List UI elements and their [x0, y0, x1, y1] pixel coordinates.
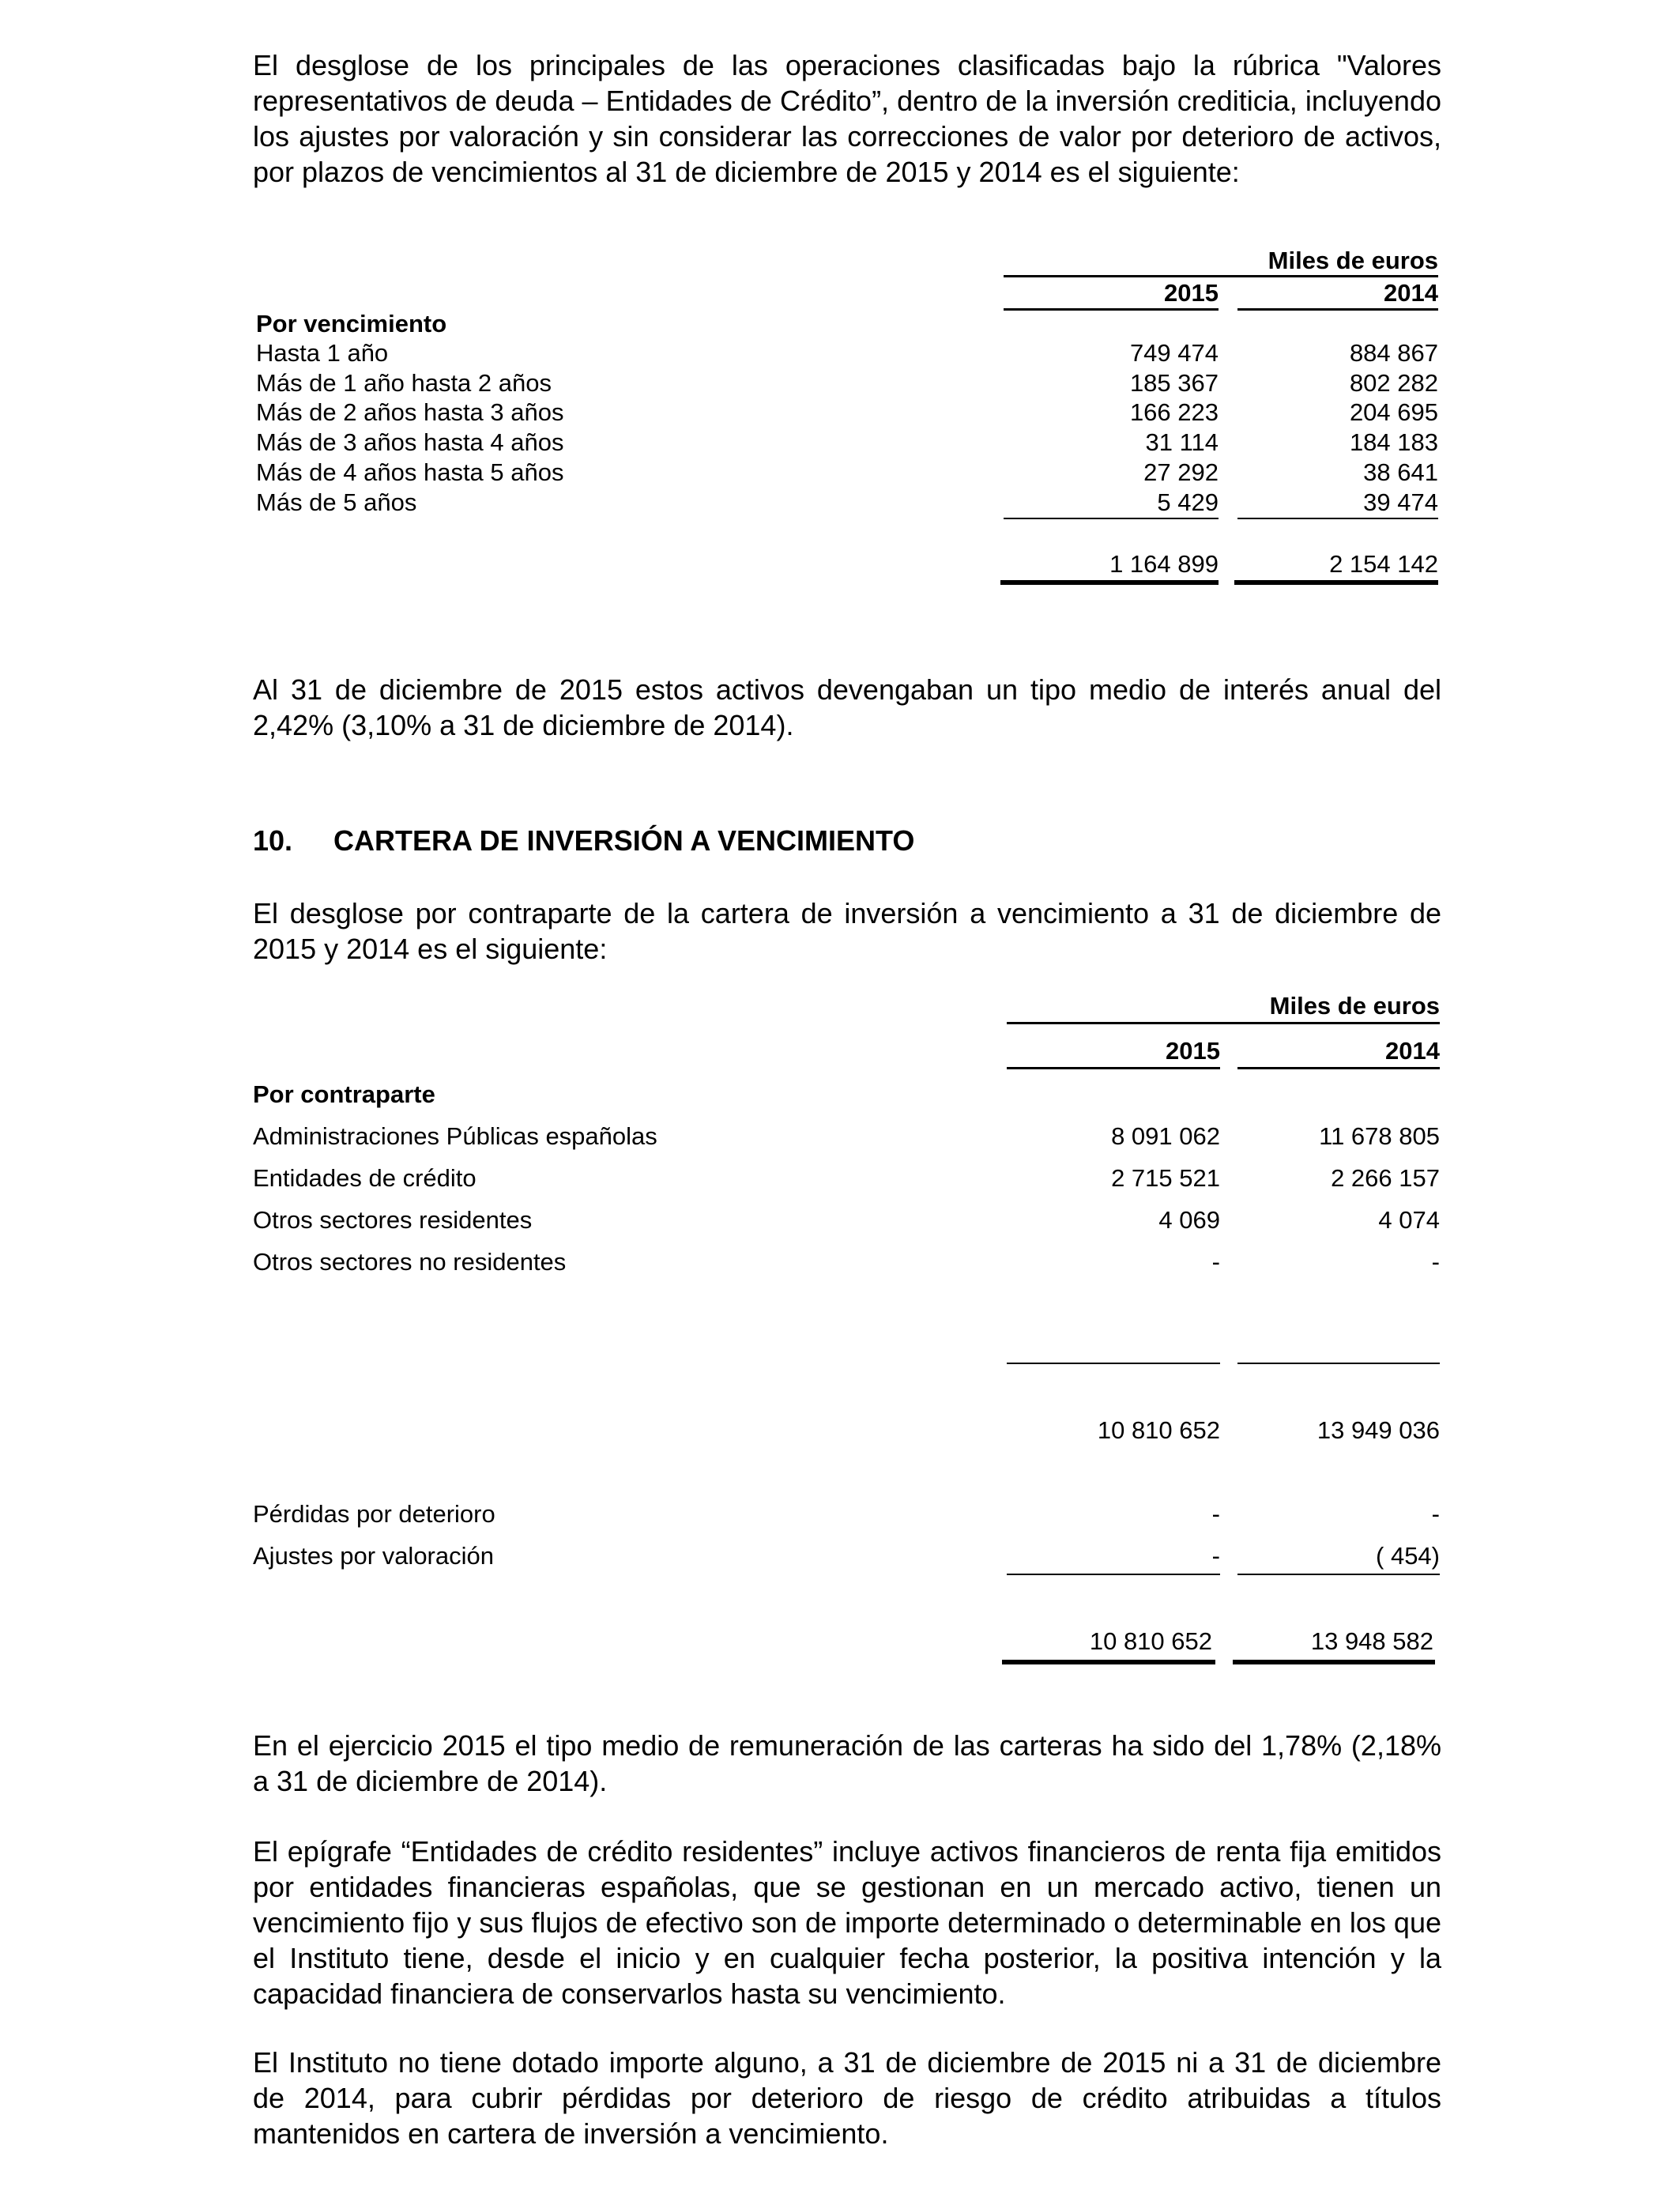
table2-adjustment-label: Ajustes por valoración [253, 1542, 494, 1570]
table1-subtotal-rule-2014 [1237, 518, 1438, 519]
table1-row-2015: 749 474 [1129, 339, 1219, 367]
table1-row-label: Más de 5 años [256, 488, 417, 516]
table1-header-rule-2015 [1004, 308, 1219, 311]
table1-row-label: Hasta 1 año [256, 339, 389, 367]
table2-adjustment-2014: ( 454) [1376, 1542, 1440, 1570]
table2-subtotal-rule-2014 [1237, 1363, 1440, 1364]
table2-adjustment-label: Pérdidas por deterioro [253, 1500, 495, 1528]
table1-units-label: Miles de euros [1268, 247, 1438, 274]
interest-rate-paragraph: Al 31 de diciembre de 2015 estos activos devengaban un tipo medio de interés anual del 2,42% (3,10% a 31 de diciembre de 2014). [253, 673, 1441, 741]
table1-row-label: Más de 3 años hasta 4 años [256, 428, 564, 456]
table2-adjustment-2014: - [1431, 1500, 1440, 1528]
table2-row-label: Otros sectores residentes [253, 1206, 533, 1234]
table2-adjustments-rule-2014 [1237, 1574, 1440, 1575]
table2-adjustments-rule-2015 [1007, 1574, 1220, 1575]
table2-row-2015: 8 091 062 [1111, 1122, 1220, 1150]
intro-paragraph: El desglose de los principales de las operaciones clasificadas bajo la rúbrica "Valores representativos de deuda – Entidades de Crédito”, dentro de la inversión crediticia, incluyendo los ajustes por valoración y sin considerar las correcciones de valor por deterioro de activos, por plazos de vencimientos al 31 de diciembre de 2015 y 2014 es el siguiente: [253, 49, 1441, 188]
table1-header-rule-2014 [1237, 308, 1438, 311]
table2-row-label: Otros sectores no residentes [253, 1248, 567, 1276]
table1-row-2015: 166 223 [1129, 398, 1219, 426]
table2-units-label: Miles de euros [1269, 992, 1440, 1020]
epigraph-paragraph: El epígrafe “Entidades de crédito residentes” incluye activos financieros de renta fija emitidos por entidades financieras españolas, que se gestionan en un mercado activo, tienen un vencimiento fijo y sus flujos de efectivo son de importe determinado o determinable en los que el Instituto tiene, desde el inicio y en cualquier fecha posterior, la positiva intención y la capacidad financiera de conservarlos hasta su vencimiento. [253, 1835, 1441, 2010]
table1-total-2014: 2 154 142 [1329, 550, 1438, 578]
table1-row-2014: 184 183 [1349, 428, 1438, 456]
table2-total-double-rule-2014 [1233, 1660, 1435, 1664]
table1-total-double-rule-2015 [1000, 580, 1219, 585]
table1-row-label: Más de 1 año hasta 2 años [256, 369, 552, 397]
table2-units-rule [1007, 1022, 1440, 1024]
table2-row-label: Administraciones Públicas españolas [253, 1122, 657, 1150]
table1-section-label: Por vencimiento [256, 310, 447, 337]
table2-section-label: Por contraparte [253, 1080, 435, 1108]
table2-total-2014: 13 948 582 [1310, 1627, 1433, 1655]
table2-subtotal-2015: 10 810 652 [1097, 1416, 1220, 1444]
table1-row-2014: 39 474 [1363, 488, 1438, 516]
table1-row-2015: 31 114 [1145, 428, 1219, 456]
table2-row-2014: 11 678 805 [1319, 1122, 1440, 1150]
table1-units-rule [1004, 275, 1438, 277]
table1-row-2014: 884 867 [1349, 339, 1438, 367]
table2-col-2014: 2014 [1385, 1037, 1440, 1065]
table2-subtotal-rule-2015 [1007, 1363, 1220, 1364]
table1-col-2014: 2014 [1384, 279, 1438, 307]
table2-row-2015: - [1211, 1248, 1220, 1276]
section-title: CARTERA DE INVERSIÓN A VENCIMIENTO [333, 824, 915, 857]
table1-row-2015: 27 292 [1143, 458, 1219, 486]
table2-row-label: Entidades de crédito [253, 1164, 477, 1192]
remuneration-paragraph: En el ejercicio 2015 el tipo medio de remuneración de las carteras ha sido del 1,78% (2,18% a 31 de diciembre de 2014). [253, 1729, 1441, 1797]
table1-row-2014: 802 282 [1349, 369, 1438, 397]
section-number: 10. [253, 824, 293, 857]
table2-row-2014: 2 266 157 [1331, 1164, 1440, 1192]
table2-row-2014: 4 074 [1378, 1206, 1440, 1234]
table1-row-2015: 5 429 [1157, 488, 1219, 516]
table2-adjustment-2015: - [1211, 1542, 1220, 1570]
table1-row-label: Más de 2 años hasta 3 años [256, 398, 564, 426]
table1-row-label: Más de 4 años hasta 5 años [256, 458, 564, 486]
table2-header-rule-2015 [1007, 1067, 1220, 1069]
section-heading [253, 824, 914, 858]
table2-row-2015: 2 715 521 [1111, 1164, 1220, 1192]
table2-adjustment-2015: - [1211, 1500, 1220, 1528]
table1-col-2015: 2015 [1164, 279, 1219, 307]
table1-total-double-rule-2014 [1234, 580, 1438, 585]
table2-total-double-rule-2015 [1002, 1660, 1215, 1664]
table1-row-2014: 204 695 [1349, 398, 1438, 426]
table2-row-2015: 4 069 [1158, 1206, 1220, 1234]
table1-row-2014: 38 641 [1363, 458, 1438, 486]
table2-header-rule-2014 [1237, 1067, 1440, 1069]
table2-total-2015: 10 810 652 [1089, 1627, 1212, 1655]
table1-row-2015: 185 367 [1129, 369, 1219, 397]
table1-subtotal-rule-2015 [1004, 518, 1219, 519]
table1-total-2015: 1 164 899 [1109, 550, 1219, 578]
section-intro-paragraph: El desglose por contraparte de la cartera de inversión a vencimiento a 31 de diciembre de 2015 y 2014 es el siguiente: [253, 897, 1441, 965]
table2-row-2014: - [1431, 1248, 1440, 1276]
table2-subtotal-2014: 13 949 036 [1317, 1416, 1440, 1444]
table2-col-2015: 2015 [1166, 1037, 1220, 1065]
impairment-paragraph: El Instituto no tiene dotado importe alguno, a 31 de diciembre de 2015 ni a 31 de diciembre de 2014, para cubrir pérdidas por deterioro de riesgo de crédito atribuidas a títulos mantenidos en cartera de inversión a vencimiento. [253, 2046, 1441, 2150]
